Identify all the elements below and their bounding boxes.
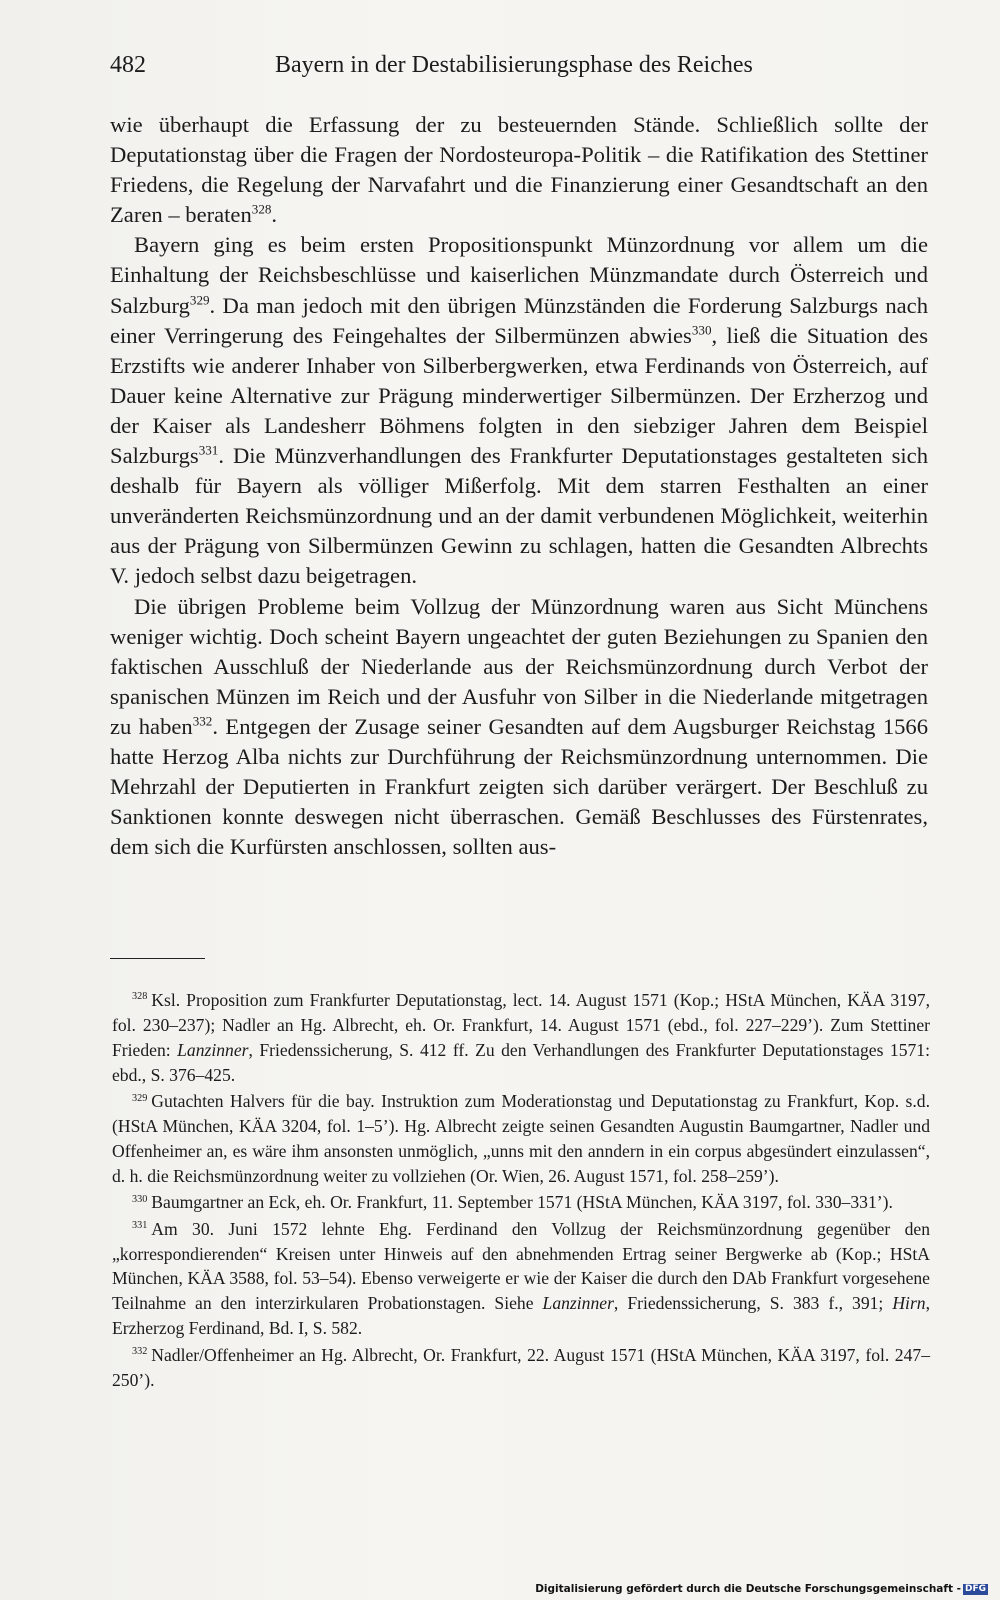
footnote-number: 328 xyxy=(132,991,148,1003)
footnote-text: Baumgartner an Eck, eh. Or. Frankfurt, 11. September 1571 (HStA München, KÄA 3197, fol. 330–331’). xyxy=(151,1192,893,1213)
footnotes xyxy=(112,988,930,1394)
paragraph xyxy=(110,230,928,591)
paragraph xyxy=(110,110,928,230)
footnote-number: 330 xyxy=(132,1193,148,1205)
author-name: Lanzinner xyxy=(542,1293,614,1314)
footnote xyxy=(112,988,930,1088)
footnote xyxy=(112,1343,930,1393)
paragraph-text: wie überhaupt die Erfassung der zu besteuernden Stände. Schließlich sollte der Deputationstag über die Fragen der Nordosteuropa-Politik – die Ratifikation des Stettiner Friedens, die Regelung der Narvafahrt und die Finanzierung einer Gesandtschaft an den Zaren – beraten xyxy=(110,112,928,228)
footnote-reference: 332 xyxy=(192,713,213,729)
footnote-text: Gutachten Halvers für die bay. Instruktion zum Moderationstag und Deputationstag zu Frankfurt, Kop. s.d. (HStA München, KÄA 3204, fol. 1–5’). Hg. Albrecht zeigte seinen Gesandten Augustin Baumgartner, Nadler und Offenheimer an, es wäre ihm ansonsten unmöglich, „unns mit den anndern in ein corpus abgesündert einzulassen“, d. h. die Reichsmünzordnung weiter zu vollziehen (Or. Wien, 26. August 1571, fol. 258–259’). xyxy=(112,1091,930,1186)
paragraph-text: Bayern ging es beim ersten Propositionspunkt Münzordnung vor allem um die Einhaltung der Reichsbeschlüsse und kaiserlichen Münzmandate durch Österreich und Salzburg xyxy=(110,232,928,318)
page-header xyxy=(110,52,930,86)
footnote-text: , Friedenssicherung, S. 412 ff. Zu den Verhandlungen des Frankfurter Deputationstages 1571: ebd., S. 376–425. xyxy=(112,1039,930,1085)
paragraph xyxy=(110,592,928,863)
paragraph-text: . Die Münzverhandlungen des Frankfurter Deputationstages gestalteten sich deshalb für Bayern als völliger Mißerfolg. Mit dem starren Festhalten an einer unveränderten Reichsmünzordnung und an der damit verbundenen Möglichkeit, weiterhin aus der Prägung von Silbermünzen Gewinn zu schlagen, hatten die Gesandten Albrechts V. jedoch selbst dazu beigetragen. xyxy=(110,443,928,589)
author-name: Hirn xyxy=(892,1293,926,1314)
footnote-text: Nadler/Offenheimer an Hg. Albrecht, Or. Frankfurt, 22. August 1571 (HStA München, KÄA 3197, fol. 247–250’). xyxy=(112,1344,930,1390)
footnote-number: 332 xyxy=(132,1346,148,1358)
digitization-credit xyxy=(535,1583,988,1595)
main-text xyxy=(110,110,928,862)
footnote-text: , Friedenssicherung, S. 383 f., 391; xyxy=(613,1293,893,1314)
footnote-number: 329 xyxy=(132,1092,148,1104)
paragraph-text: . Da man jedoch mit den übrigen Münzständen die Forderung Salzburgs nach einer Verringerung des Feingehaltes der Silbermünzen abwies xyxy=(110,292,928,348)
footnote-text: Ksl. Proposition zum Frankfurter Deputationstag, lect. 14. August 1571 (Kop.; HStA München, KÄA 3197, fol. 230–237); Nadler an Hg. Albrecht, eh. Or. Frankfurt, 14. August 1571 (ebd., fol. 227–229’). Zum Stettiner Frieden: xyxy=(112,990,930,1060)
dfg-logo-icon: DFG xyxy=(964,1583,986,1594)
footnote-number: 331 xyxy=(132,1220,148,1232)
footnote xyxy=(112,1089,930,1189)
footnote-text: , Erzherzog Ferdinand, Bd. I, S. 582. xyxy=(112,1293,930,1339)
footnote-divider xyxy=(110,958,205,959)
paragraph-text: Die übrigen Probleme beim Vollzug der Münzordnung waren aus Sicht Münchens weniger wichtig. Doch scheint Bayern ungeachtet der guten Beziehungen zu Spanien den faktischen Ausschluß der Niederlande aus der Reichsmünzordnung durch Verbot der spanischen Münzen im Reich und der Ausfuhr von Silber in die Niederlande mitgetragen zu haben xyxy=(110,593,928,739)
footnote xyxy=(112,1190,930,1215)
paragraph-text: , ließ die Situation des Erzstifts wie anderer Inhaber von Silberbergwerken, etwa Ferdinands von Österreich, auf Dauer keine Alternative zur Prägung minderwertiger Silbermünzen. Der Erzherzog und der Kaiser als Landesherr Böhmens folgten in den siebziger Jahren dem Beispiel Salzburgs xyxy=(110,322,928,469)
footnote-reference: 329 xyxy=(189,292,210,308)
footnote-reference: 330 xyxy=(691,322,712,338)
footnote-reference: 331 xyxy=(198,442,219,458)
page-number: 482 xyxy=(110,52,146,78)
footnote xyxy=(112,1217,930,1342)
paragraph-text: . Entgegen der Zusage seiner Gesandten auf dem Augsburger Reichstag 1566 hatte Herzog Alba nichts zur Durchführung der Reichsmünzordnung unternommen. Die Mehrzahl der Deputierten in Frankfurt zeigten sich darüber verärgert. Der Beschluß zu Sanktionen konnte deswegen nicht überraschen. Gemäß Beschlusses des Fürstenrates, dem sich die Kurfürsten anschlossen, sollten aus- xyxy=(110,713,929,860)
credit-text: Digitalisierung gefördert durch die Deutsche Forschungsgemeinschaft - xyxy=(535,1583,961,1595)
footnote-text: Am 30. Juni 1572 lehnte Ehg. Ferdinand den Vollzug der Reichsmünzordnung gegenüber den „korrespondierenden“ Kreisen unter Hinweis auf den abnehmenden Ertrag seiner Bergwerke ab (Kop.; HStA München, KÄA 3588, fol. 53–54). Ebenso verweigerte er wie der Kaiser die durch den DAb Frankfurt vorgesehene Teilnahme an den interzirkularen Probationstagen. Siehe xyxy=(112,1218,930,1314)
author-name: Lanzinner xyxy=(177,1039,249,1060)
footnote-reference: 328 xyxy=(251,201,272,217)
running-title: Bayern in der Destabilisierungsphase des Reiches xyxy=(275,52,753,78)
paragraph-text: . xyxy=(271,202,278,228)
